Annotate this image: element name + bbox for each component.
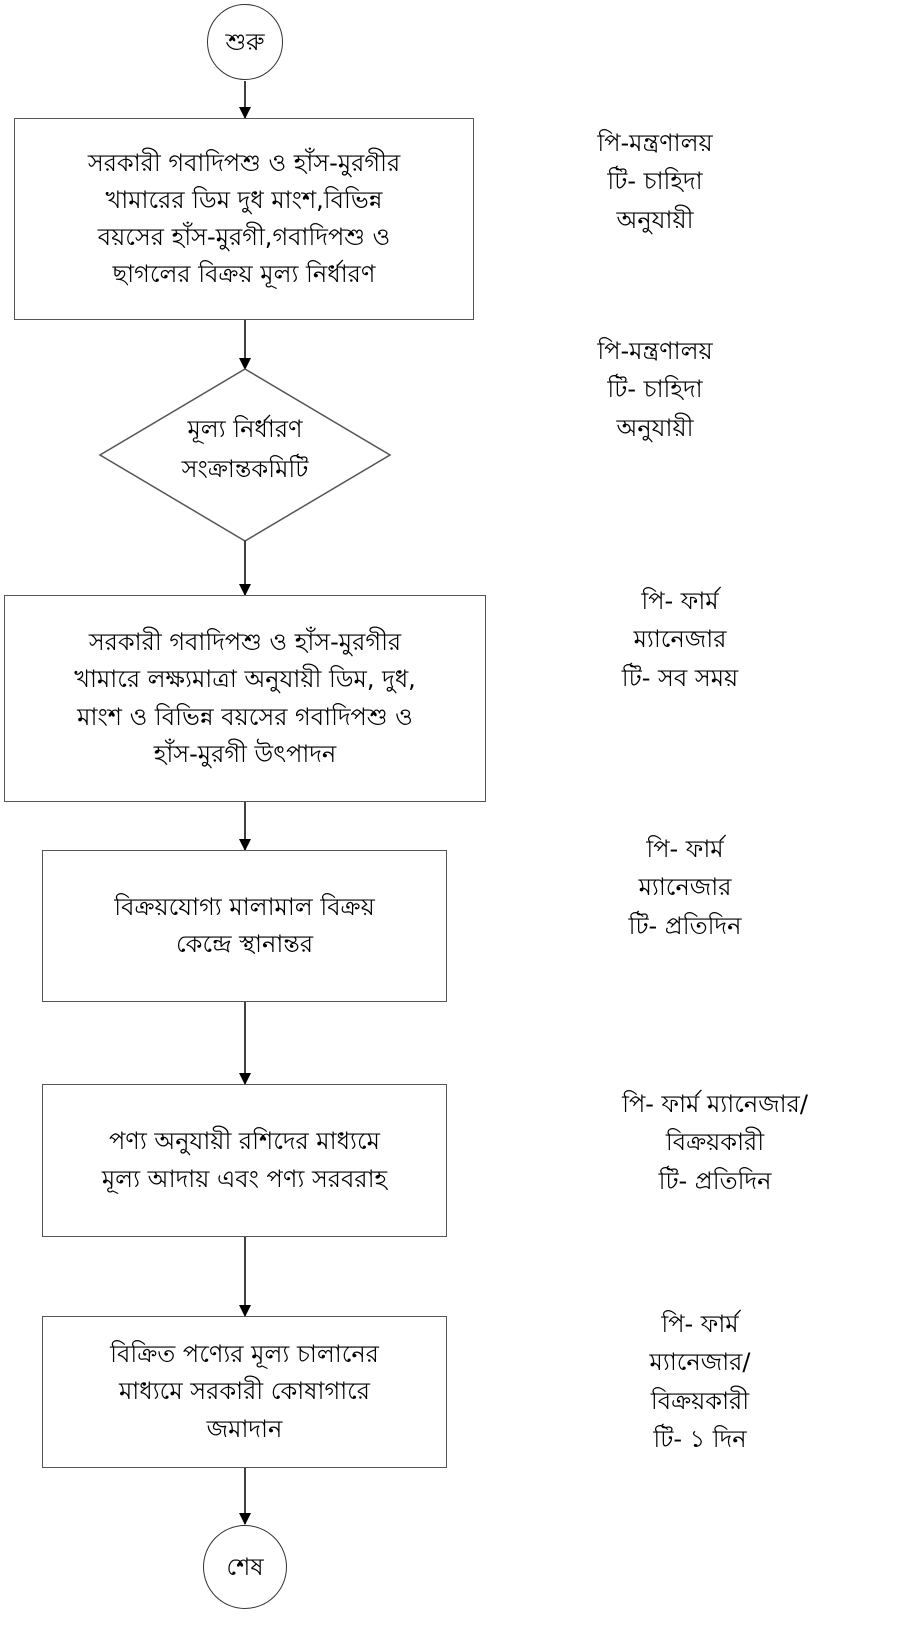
step-5-text: পণ্য অনুযায়ী রশিদের মাধ্যমে মূল্য আদায় এবং পণ্য সরবরাহ <box>101 1127 388 1193</box>
step-3-text: সরকারী গবাদিপশু ও হাঁস-মুরগীর খামারে লক্ষ্যমাত্রা অনুযায়ী ডিম, দুধ, মাংশ ও বিভিন্ন বয়সের গবাদিপশু ও হাঁস-মুরগী উৎপাদন <box>74 628 416 768</box>
step-4-transfer-box <box>42 850 447 1002</box>
step-4-note: পি- ফার্ম ম্যানেজার টি- প্রতিদিন <box>628 835 742 940</box>
decision-label: মূল্য নির্ধারণ সংক্রান্তকমিটি <box>181 415 309 483</box>
start-label: শুরু <box>225 27 265 56</box>
end-label: শেষ <box>226 1552 264 1581</box>
step-1-price-fixing-box <box>14 118 474 320</box>
step-2-note: পি-মন্ত্রণালয় টি- চাহিদা অনুযায়ী <box>597 337 713 442</box>
step-3-note: পি- ফার্ম ম্যানেজার টি- সব সময় <box>621 587 739 692</box>
step-5-collection-box <box>42 1084 447 1237</box>
step-6-deposit-box <box>42 1316 447 1468</box>
step-6-text: বিক্রিত পণ্যের মূল্য চালানের মাধ্যমে সরকারী কোষাগারে জমাদান <box>110 1340 379 1443</box>
end-node <box>203 1525 287 1609</box>
step-1-note: পি-মন্ত্রণালয় টি- চাহিদা অনুযায়ী <box>597 129 713 234</box>
step-5-note: পি- ফার্ম ম্যানেজার/ বিক্রয়কারী টি- প্রতিদিন <box>622 1090 808 1195</box>
step-6-note: পি- ফার্ম ম্যানেজার/ বিক্রয়কারী টি- ১ দিন <box>649 1310 751 1454</box>
step-1-text: সরকারী গবাদিপশু ও হাঁস-মুরগীর খামারের ডিম দুধ মাংশ,বিভিন্ন বয়সের হাঁস-মুরগী,গবাদিপশু ও ছাগলের বিক্রয় মূল্য নির্ধারণ <box>87 148 401 289</box>
start-node <box>207 4 283 80</box>
step-4-text: বিক্রয়যোগ্য মালামাল বিক্রয় কেন্দ্রে স্থানান্তর <box>114 892 375 958</box>
step-3-production-box <box>4 595 486 802</box>
